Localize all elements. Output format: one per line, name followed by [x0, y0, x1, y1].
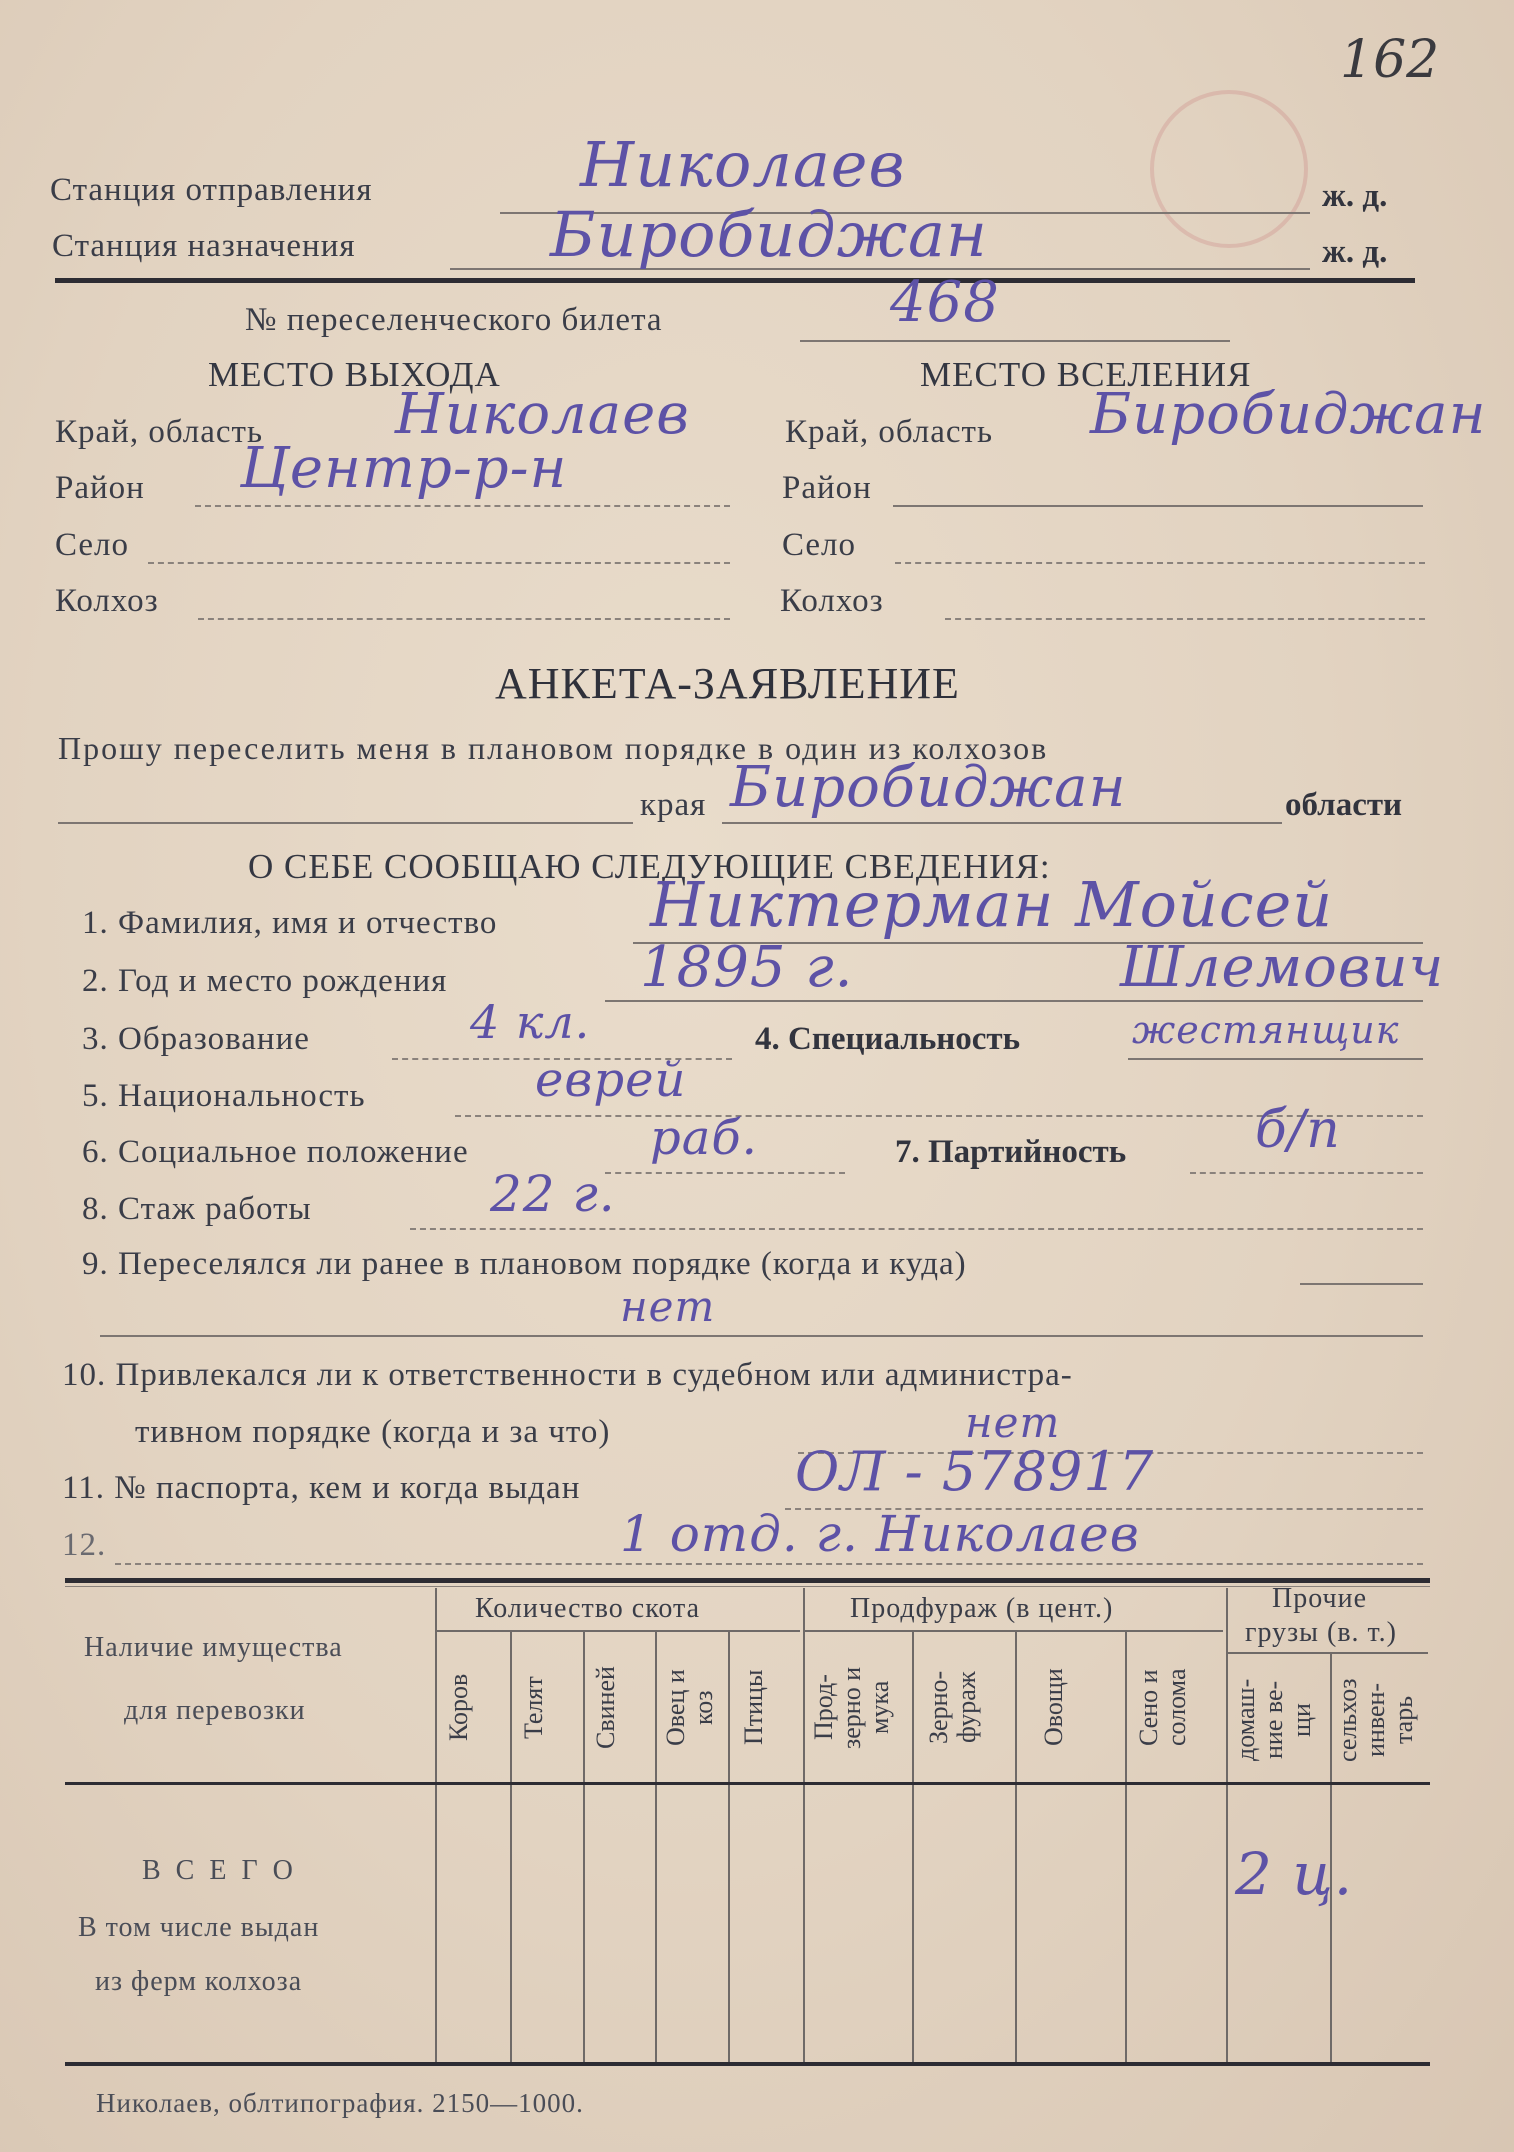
field-11-value: ОЛ - 578917 — [795, 1440, 1155, 1503]
included-label-b: из ферм колхоза — [95, 1966, 303, 1997]
destination-region-label: Край, область — [785, 414, 994, 450]
col-divider-9 — [1226, 1588, 1228, 2065]
rail-suffix-1: ж. д. — [1322, 178, 1388, 214]
origin-kolkhoz-line — [198, 618, 730, 620]
field-9-line-b — [100, 1335, 1423, 1337]
printer-footer: Николаев, облтипография. 2150—1000. — [96, 2088, 584, 2118]
col-poultry: Птицы — [739, 1669, 768, 1746]
table-top-rule-thin — [65, 1586, 1430, 1587]
field-9-label: 9. Переселялся ли ранее в плановом порядке (когда и куда) — [82, 1246, 967, 1282]
origin-village-label: Село — [55, 527, 130, 563]
origin-region-value: Николаев — [395, 382, 690, 447]
field-5-label: 5. Национальность — [82, 1078, 366, 1114]
request-value-line — [722, 822, 1282, 824]
col-divider-5 — [803, 1588, 805, 2065]
request-oblasti: области — [1285, 787, 1403, 823]
field-6-value: раб. — [650, 1110, 758, 1166]
request-line-blank — [58, 822, 633, 824]
col-vegetables: Овощи — [1039, 1668, 1068, 1747]
group-fodder: Продфураж (в цент.) — [850, 1593, 1114, 1624]
origin-kolkhoz-label: Колхоз — [55, 583, 159, 619]
col-divider-7 — [1015, 1632, 1017, 2065]
total-label: В С Е Г О — [142, 1855, 297, 1886]
field-7-line — [1190, 1172, 1423, 1174]
col-divider-6 — [912, 1632, 914, 2065]
departure-station-label: Станция отправления — [50, 172, 373, 208]
origin-district-label: Район — [55, 470, 145, 506]
field-9-value: нет — [620, 1282, 716, 1331]
field-1-value-cont: Шлемович — [1120, 935, 1445, 1000]
col-divider-0 — [435, 1588, 437, 2065]
request-kraya: края — [640, 787, 707, 823]
included-label-a: В том числе выдан — [78, 1912, 320, 1943]
field-11-label: 11. № паспорта, кем и когда выдан — [62, 1470, 581, 1506]
table-bottom-rule — [65, 2062, 1430, 2066]
origin-district-value: Центр-р-н — [240, 436, 568, 501]
field-8-label: 8. Стаж работы — [82, 1191, 312, 1227]
col-divider-1 — [510, 1632, 512, 2065]
col-cows: Коров — [444, 1673, 473, 1742]
arrival-station-value: Биробиджан — [550, 198, 988, 271]
request-line-1: Прошу переселить меня в плановом порядке в один из колхозов — [58, 730, 1049, 766]
field-12-value: 1 отд. г. Николаев — [620, 1505, 1140, 1563]
table-top-rule — [65, 1578, 1430, 1583]
total-household-value: 2 ц. — [1235, 1840, 1354, 1908]
field-9-line-a — [1300, 1283, 1423, 1285]
field-7-value: б/п — [1255, 1100, 1341, 1160]
fodder-group-line — [805, 1630, 1223, 1632]
col-farm-inventory: сельхоз инвен- тарь — [1333, 1678, 1418, 1762]
field-8-line — [410, 1228, 1423, 1230]
field-10-label-b: тивном порядке (когда и за что) — [135, 1414, 611, 1450]
destination-district-label: Район — [782, 470, 872, 506]
field-6-line — [605, 1172, 845, 1174]
table-row-header-a: Наличие имущества — [84, 1632, 343, 1663]
field-4-label: 4. Специальность — [755, 1021, 1021, 1057]
destination-village-line — [895, 562, 1425, 564]
field-1-label: 1. Фамилия, имя и отчество — [82, 905, 498, 941]
origin-region-label: Край, область — [55, 414, 264, 450]
about-title: О СЕБЕ СООБЩАЮ СЛЕДУЮЩИЕ СВЕДЕНИЯ: — [248, 847, 1051, 886]
departure-station-value: Николаев — [580, 128, 906, 201]
col-divider-4 — [728, 1632, 730, 2065]
ticket-value: 468 — [890, 270, 1000, 335]
request-value: Биробиджан — [730, 755, 1127, 820]
col-hay-straw: Сено и солома — [1134, 1668, 1191, 1747]
field-5-value: еврей — [535, 1052, 687, 1108]
origin-title: МЕСТО ВЫХОДА — [208, 355, 501, 394]
ticket-line — [800, 340, 1230, 342]
field-12-label: 12. — [62, 1527, 107, 1563]
archive-number: 162 — [1340, 30, 1440, 90]
form-title: АНКЕТА-ЗАЯВЛЕНИЕ — [495, 659, 960, 708]
group-other-a: Прочие — [1272, 1583, 1367, 1614]
origin-district-line — [195, 505, 730, 507]
table-header-rule — [65, 1782, 1430, 1785]
other-group-line — [1228, 1652, 1428, 1654]
col-sheep-goats: Овец и коз — [661, 1669, 718, 1746]
destination-region-value: Биробиджан — [1090, 382, 1487, 447]
field-2-label: 2. Год и место рождения — [82, 963, 448, 999]
livestock-group-line — [435, 1630, 800, 1632]
field-4-line — [1128, 1058, 1423, 1060]
group-other-b: грузы (в. т.) — [1245, 1617, 1397, 1648]
destination-district-line — [893, 505, 1423, 507]
col-divider-8 — [1125, 1632, 1127, 2065]
field-2-value: 1895 г. — [640, 935, 854, 1000]
header-rule — [55, 278, 1415, 283]
group-livestock: Количество скота — [475, 1593, 701, 1624]
destination-kolkhoz-line — [945, 618, 1425, 620]
destination-kolkhoz-label: Колхоз — [780, 583, 884, 619]
field-1-value: Никтерман Мойсей — [650, 868, 1334, 941]
field-2-line — [605, 1000, 1423, 1002]
col-divider-3 — [655, 1632, 657, 2065]
ticket-label: № переселенческого билета — [245, 302, 663, 338]
destination-village-label: Село — [782, 527, 857, 563]
field-3-label: 3. Образование — [82, 1021, 310, 1057]
col-grain-flour: Прод- зерно и мука — [809, 1666, 894, 1749]
field-6-label: 6. Социальное положение — [82, 1134, 469, 1170]
faded-stamp — [1150, 90, 1308, 248]
field-4-value: жестянщик — [1132, 1008, 1400, 1052]
col-grain-fodder: Зерно- фураж — [924, 1670, 981, 1745]
field-3-value: 4 кл. — [470, 995, 591, 1049]
col-household: домаш- ние ве- щи — [1231, 1678, 1316, 1762]
destination-title: МЕСТО ВСЕЛЕНИЯ — [920, 355, 1252, 394]
field-10-value: нет — [965, 1398, 1061, 1447]
field-7-label: 7. Партийность — [895, 1134, 1127, 1170]
field-10-label-a: 10. Привлекался ли к ответственности в судебном или администра- — [62, 1357, 1073, 1393]
arrival-station-label: Станция назначения — [52, 228, 356, 264]
field-8-value: 22 г. — [490, 1165, 616, 1223]
col-divider-2 — [583, 1632, 585, 2065]
col-pigs: Свиней — [591, 1666, 620, 1749]
origin-village-line — [148, 562, 730, 564]
table-row-header-b: для перевозки — [124, 1695, 306, 1726]
field-12-line — [115, 1563, 1423, 1565]
rail-suffix-2: ж. д. — [1322, 234, 1388, 270]
col-calves: Телят — [519, 1676, 548, 1739]
